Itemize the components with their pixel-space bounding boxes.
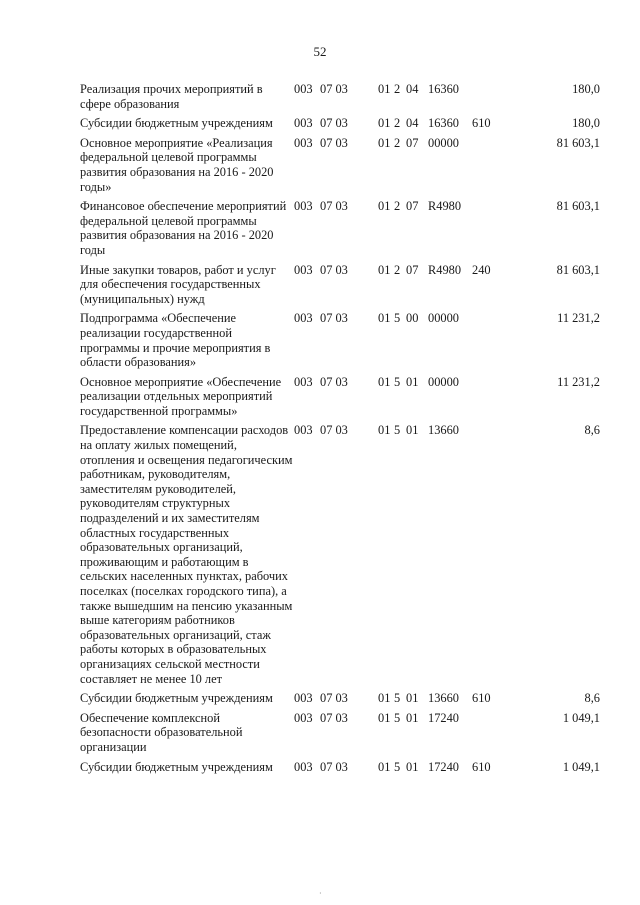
row-subprogram-code: 2 <box>394 116 401 131</box>
row-expense-type: 610 <box>472 759 491 774</box>
row-event-code: 07 <box>406 135 419 150</box>
row-event-code: 01 <box>406 423 419 438</box>
table-row <box>80 82 600 116</box>
row-ved-code: 003 <box>294 311 313 326</box>
table-row <box>80 691 600 711</box>
row-name: Субсидии бюджетным учреждениям <box>80 759 273 774</box>
budget-rows <box>80 82 600 779</box>
row-event-code: 07 <box>406 199 419 214</box>
table-row <box>80 375 600 424</box>
row-direction-code: R4980 <box>428 199 462 214</box>
row-section-code: 07 03 <box>320 710 348 725</box>
row-ved-code: 003 <box>294 374 313 389</box>
row-program-code: 01 <box>378 262 391 277</box>
page-number: 52 <box>313 44 327 59</box>
row-direction-code: 17240 <box>428 759 459 774</box>
row-amount: 180,0 <box>572 116 600 131</box>
row-event-code: 01 <box>406 710 419 725</box>
row-event-code: 07 <box>406 262 419 277</box>
table-row <box>80 136 600 199</box>
row-ved-code: 003 <box>294 759 313 774</box>
row-ved-code: 003 <box>294 691 313 706</box>
table-row <box>80 263 600 312</box>
row-section-code: 07 03 <box>320 82 348 96</box>
row-name: Основное мероприятие «Обеспечение реализации отдельных мероприятий государственной программы» <box>80 374 282 418</box>
row-name: Иные закупки товаров, работ и услуг для обеспечения государственных (муниципальных) нужд <box>80 262 276 306</box>
row-ved-code: 003 <box>294 116 313 131</box>
row-ved-code: 003 <box>294 82 313 96</box>
row-amount: 81 603,1 <box>556 262 600 277</box>
row-subprogram-code: 5 <box>394 710 401 725</box>
row-name: Реализация прочих мероприятий в сфере образования <box>80 82 263 111</box>
row-event-code: 04 <box>406 82 419 96</box>
row-name: Субсидии бюджетным учреждениям <box>80 691 273 706</box>
row-name: Подпрограмма «Обеспечение реализации государственной программы и прочие мероприятия в области образования» <box>80 311 271 370</box>
row-expense-type <box>472 199 506 262</box>
row-expense-type <box>472 82 506 116</box>
row-expense-type <box>472 375 506 424</box>
row-program-code: 01 <box>378 82 391 96</box>
row-ved-code: 003 <box>294 262 313 277</box>
row-subprogram-code: 5 <box>394 759 401 774</box>
table-row <box>80 711 600 760</box>
row-direction-code: 17240 <box>428 710 459 725</box>
row-name: Субсидии бюджетным учреждениям <box>80 116 273 131</box>
row-section-code: 07 03 <box>320 691 348 706</box>
row-expense-type <box>472 136 506 199</box>
row-amount: 1 049,1 <box>562 759 600 774</box>
row-event-code: 01 <box>406 374 419 389</box>
row-direction-code: 13660 <box>428 691 459 706</box>
row-event-code: 00 <box>406 311 419 326</box>
row-subprogram-code: 2 <box>394 262 401 277</box>
row-name: Предоставление компенсации расходов на оплату жилых помещений, отопления и освещения педагогическим работникам, руководителям, заместителям руководителей, руководителям структурных подразделений и их заместителям областных государственных образовательных организаций, проживающим и работающим в сельских населенных пунктах, рабочих поселках (поселках городского типа), а также вышедшим на пенсию указанным выше категориям работников образовательных организаций, стаж работы которых в образовательных организациях сельской местности составляет не менее 10 лет <box>80 423 293 686</box>
row-subprogram-code: 5 <box>394 311 401 326</box>
row-expense-type: 610 <box>472 691 491 706</box>
row-expense-type <box>472 423 506 691</box>
row-expense-type: 610 <box>472 116 491 131</box>
table-row <box>80 423 600 691</box>
row-ved-code: 003 <box>294 423 313 438</box>
row-expense-type <box>472 711 506 760</box>
row-section-code: 07 03 <box>320 135 348 150</box>
row-event-code: 04 <box>406 116 419 131</box>
row-section-code: 07 03 <box>320 311 348 326</box>
row-program-code: 01 <box>378 311 391 326</box>
row-name: Основное мероприятие «Реализация федеральной целевой программы развития образования на 2016 - 2020 годы» <box>80 135 274 194</box>
row-expense-type <box>472 311 506 374</box>
row-subprogram-code: 5 <box>394 691 401 706</box>
row-ved-code: 003 <box>294 135 313 150</box>
row-section-code: 07 03 <box>320 262 348 277</box>
table-row <box>80 760 600 780</box>
row-amount: 8,6 <box>584 691 600 706</box>
row-subprogram-code: 5 <box>394 374 401 389</box>
table-row <box>80 116 600 136</box>
row-direction-code: R4980 <box>428 262 462 277</box>
row-section-code: 07 03 <box>320 423 348 438</box>
row-direction-code: 16360 <box>428 116 459 131</box>
row-program-code: 01 <box>378 759 391 774</box>
row-program-code: 01 <box>378 199 391 214</box>
row-program-code: 01 <box>378 423 391 438</box>
row-direction-code: 00000 <box>428 311 459 326</box>
row-amount: 8,6 <box>584 423 600 438</box>
row-ved-code: 003 <box>294 710 313 725</box>
row-event-code: 01 <box>406 759 419 774</box>
row-subprogram-code: 2 <box>394 199 401 214</box>
row-subprogram-code: 2 <box>394 82 401 96</box>
row-section-code: 07 03 <box>320 759 348 774</box>
row-section-code: 07 03 <box>320 116 348 131</box>
row-name: Финансовое обеспечение мероприятий федеральной целевой программы развития образования на 2016 - 2020 годы <box>80 199 287 257</box>
row-amount: 11 231,2 <box>557 311 600 326</box>
row-program-code: 01 <box>378 116 391 131</box>
row-expense-type: 240 <box>472 262 491 277</box>
row-direction-code: 00000 <box>428 135 459 150</box>
row-amount: 11 231,2 <box>557 374 600 389</box>
page-footer-mark: · <box>319 889 322 898</box>
row-direction-code: 13660 <box>428 423 459 438</box>
row-event-code: 01 <box>406 691 419 706</box>
budget-table <box>80 82 600 779</box>
row-subprogram-code: 2 <box>394 135 401 150</box>
row-program-code: 01 <box>378 135 391 150</box>
table-row <box>80 199 600 262</box>
row-program-code: 01 <box>378 691 391 706</box>
row-section-code: 07 03 <box>320 199 348 214</box>
row-amount: 81 603,1 <box>556 135 600 150</box>
row-program-code: 01 <box>378 374 391 389</box>
table-row <box>80 311 600 374</box>
row-amount: 81 603,1 <box>556 199 600 214</box>
row-amount: 1 049,1 <box>562 710 600 725</box>
row-program-code: 01 <box>378 710 391 725</box>
row-section-code: 07 03 <box>320 374 348 389</box>
row-direction-code: 16360 <box>428 82 459 96</box>
row-direction-code: 00000 <box>428 374 459 389</box>
row-ved-code: 003 <box>294 199 313 214</box>
row-name: Обеспечение комплексной безопасности образовательной организации <box>80 710 243 754</box>
row-subprogram-code: 5 <box>394 423 401 438</box>
row-amount: 180,0 <box>572 82 600 96</box>
